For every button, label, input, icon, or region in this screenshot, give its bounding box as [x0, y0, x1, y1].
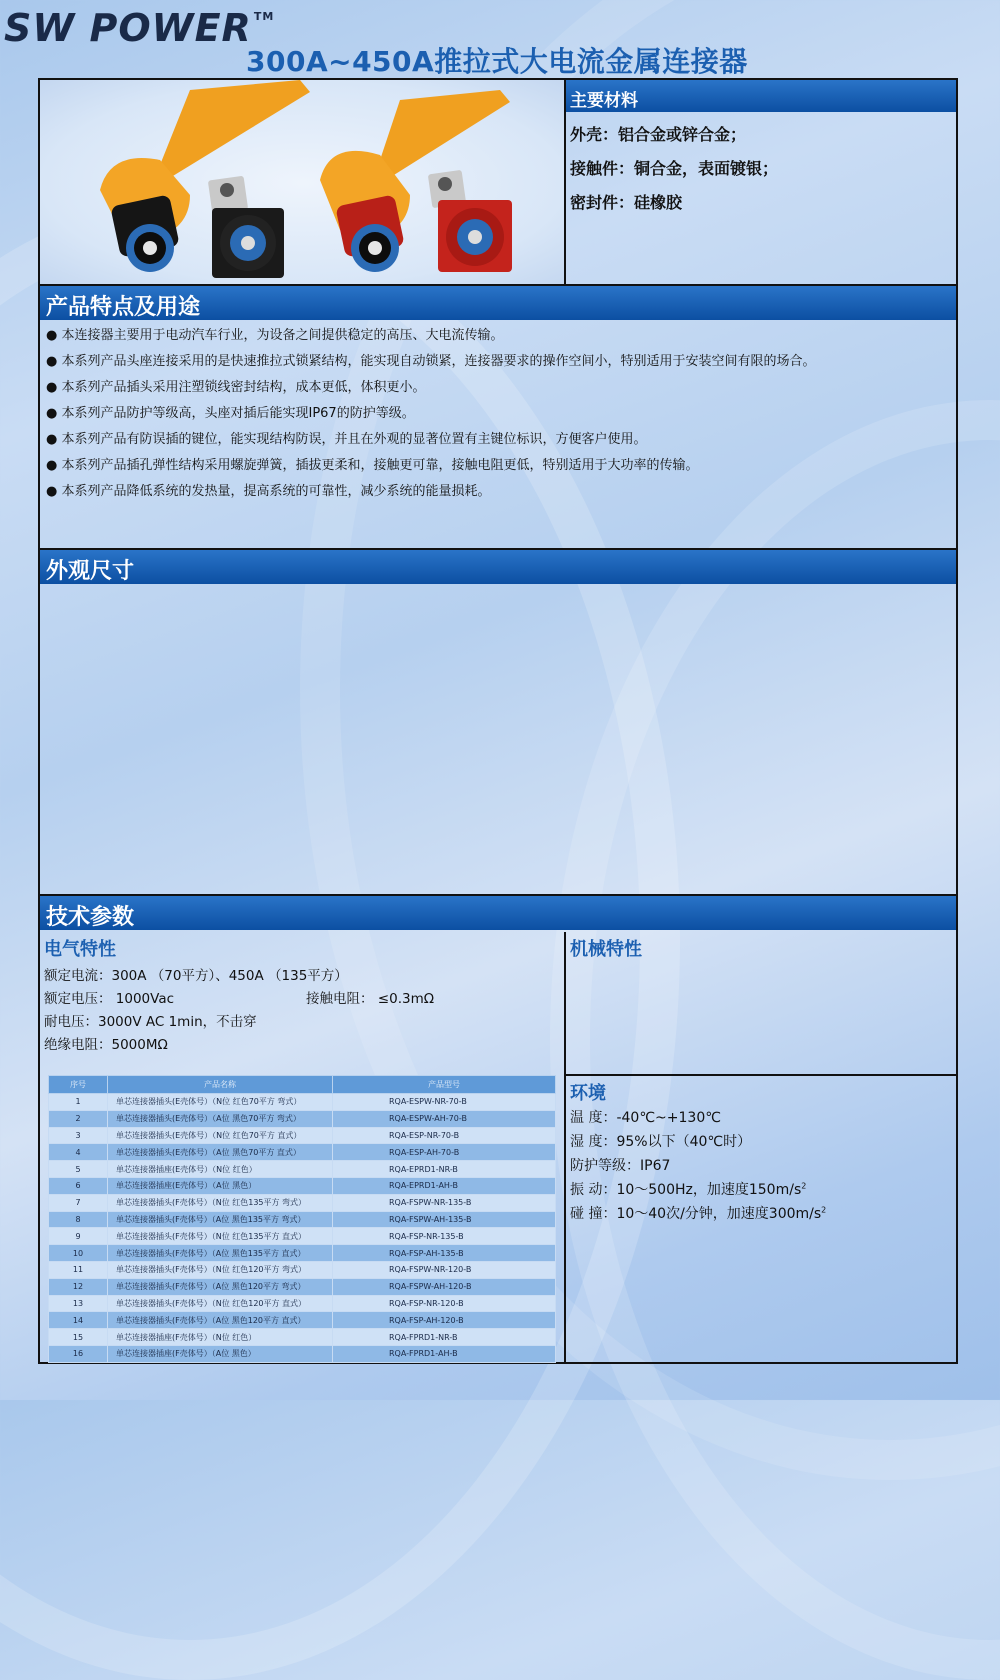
vibration-text: 振 动：10～500Hz，加速度150m/s — [570, 1182, 802, 1198]
rated-voltage: 额定电压： 1000Vac — [44, 991, 175, 1007]
environment-heading: 环境 — [570, 1083, 606, 1104]
row-number: 2 — [49, 1110, 108, 1127]
product-model: RQA-EPRD1-NR-B — [333, 1161, 556, 1178]
row-number: 13 — [49, 1295, 108, 1312]
product-name: 单芯连接器插头(E壳体号）（N位 红色70平方 弯式） — [108, 1094, 333, 1111]
withstand-voltage: 耐电压：3000V AC 1min，不击穿 — [44, 1014, 257, 1030]
list-item: ● 本系列产品防护等级高，头座对插后能实现IP67的防护等级。 — [46, 406, 415, 421]
insulation-resistance: 绝缘电阻：5000MΩ — [44, 1037, 168, 1053]
env-protection: 防护等级：IP67 — [570, 1158, 671, 1174]
vibration-exponent: 2 — [801, 1181, 807, 1191]
features-list — [46, 326, 816, 508]
product-model: RQA-FPRD1-NR-B — [333, 1329, 556, 1346]
row-number: 10 — [49, 1245, 108, 1262]
table-row — [49, 1194, 556, 1211]
product-name: 单芯连接器插头(F壳体号）（A位 黑色135平方 弯式） — [108, 1211, 333, 1228]
row-number: 1 — [49, 1094, 108, 1111]
table-row — [49, 1228, 556, 1245]
env-vibration — [570, 1179, 806, 1199]
product-model: RQA-FSP-AH-120-B — [333, 1312, 556, 1329]
table-header-row — [49, 1076, 556, 1094]
row-number: 16 — [49, 1345, 108, 1362]
product-model: RQA-ESP-NR-70-B — [333, 1127, 556, 1144]
product-name: 单芯连接器插头(F壳体号）（N位 红色135平方 直式） — [108, 1228, 333, 1245]
row-number: 8 — [49, 1211, 108, 1228]
feature-text: 本系列产品头座连接采用的是快速推拉式锁紧结构，能实现自动锁紧，连接器要求的操作空间小，特别适用于安装空间有限的场合。 — [61, 354, 816, 369]
product-table — [48, 1075, 556, 1363]
column-header: 产品名称 — [108, 1076, 333, 1094]
table-row — [49, 1211, 556, 1228]
feature-text: 本系列产品有防误插的键位，能实现结构防误，并且在外观的显著位置有主键位标识，方便客户使用。 — [61, 432, 647, 447]
mechanical-heading: 机械特性 — [570, 939, 642, 960]
shock-text: 碰 撞：10～40次/分钟，加速度300m/s — [570, 1206, 822, 1222]
table-row — [49, 1312, 556, 1329]
list-item: ● 本系列产品头座连接采用的是快速推拉式锁紧结构，能实现自动锁紧，连接器要求的操作空间小，特别适用于安装空间有限的场合。 — [46, 354, 816, 369]
spec-sheet-frame — [38, 78, 958, 1364]
table-row — [49, 1245, 556, 1262]
product-table-body — [49, 1094, 556, 1363]
material-contact: 接触件：铜合金，表面镀银； — [570, 159, 779, 178]
product-name: 单芯连接器插座(F壳体号）（N位 红色） — [108, 1329, 333, 1346]
table-row — [49, 1127, 556, 1144]
feature-text: 本系列产品防护等级高，头座对插后能实现IP67的防护等级。 — [61, 406, 415, 421]
features-header: 产品特点及用途 — [40, 286, 956, 320]
product-model: RQA-FPRD1-AH-B — [333, 1345, 556, 1362]
product-model: RQA-FSPW-NR-120-B — [333, 1261, 556, 1278]
product-model: RQA-ESP-AH-70-B — [333, 1144, 556, 1161]
feature-text: 本连接器主要用于电动汽车行业，为设备之间提供稳定的高压、大电流传输。 — [61, 328, 504, 343]
product-model: RQA-FSP-NR-120-B — [333, 1295, 556, 1312]
product-name: 单芯连接器插座(E壳体号）（A位 黑色） — [108, 1177, 333, 1194]
table-row — [49, 1177, 556, 1194]
feature-text: 本系列产品插孔弹性结构采用螺旋弹簧，插拔更柔和，接触更可靠，接触电阻更低，特别适用于大功率的传输。 — [61, 458, 699, 473]
material-shell: 外壳：铝合金或锌合金； — [570, 125, 747, 144]
row-number: 9 — [49, 1228, 108, 1245]
contact-resistance: 接触电阻： ≤0.3mΩ — [306, 991, 435, 1007]
brand-logo-text: SW POWER — [4, 6, 252, 50]
env-humidity: 湿 度：95%以下（40℃时） — [570, 1134, 752, 1150]
row-number: 15 — [49, 1329, 108, 1346]
product-name: 单芯连接器插头(F壳体号）（N位 红色120平方 直式） — [108, 1295, 333, 1312]
materials-header: 主要材料 — [566, 80, 956, 112]
material-seal: 密封件：硅橡胶 — [570, 193, 683, 212]
product-model: RQA-FSPW-NR-135-B — [333, 1194, 556, 1211]
dimensions-header: 外观尺寸 — [40, 550, 956, 584]
shock-exponent: 2 — [821, 1205, 827, 1215]
row-number: 7 — [49, 1194, 108, 1211]
rated-current: 额定电流：300A （70平方）、450A （135平方） — [44, 968, 348, 984]
column-header: 序号 — [49, 1076, 108, 1094]
product-name: 单芯连接器插头(F壳体号）（A位 黑色120平方 直式） — [108, 1312, 333, 1329]
table-row — [49, 1094, 556, 1111]
table-row — [49, 1295, 556, 1312]
env-shock — [570, 1203, 826, 1223]
table-row — [49, 1144, 556, 1161]
brand-logo — [4, 6, 274, 50]
product-name: 单芯连接器插头(F壳体号）（N位 红色135平方 弯式） — [108, 1194, 333, 1211]
divider — [564, 932, 566, 1364]
product-model: RQA-ESPW-NR-70-B — [333, 1094, 556, 1111]
product-name: 单芯连接器插头(E壳体号）（A位 黑色70平方 直式） — [108, 1144, 333, 1161]
product-photo — [40, 80, 566, 286]
product-model: RQA-ESPW-AH-70-B — [333, 1110, 556, 1127]
feature-text: 本系列产品降低系统的发热量，提高系统的可靠性，减少系统的能量损耗。 — [61, 484, 491, 499]
list-item: ● 本系列产品降低系统的发热量，提高系统的可靠性，减少系统的能量损耗。 — [46, 484, 491, 499]
product-name: 单芯连接器插头(F壳体号）（A位 黑色135平方 直式） — [108, 1245, 333, 1262]
column-header: 产品型号 — [333, 1076, 556, 1094]
product-model: RQA-FSP-NR-135-B — [333, 1228, 556, 1245]
table-row — [49, 1110, 556, 1127]
connector-illustration — [40, 80, 566, 286]
product-model: RQA-FSP-AH-135-B — [333, 1245, 556, 1262]
product-model: RQA-FSPW-AH-135-B — [333, 1211, 556, 1228]
list-item: ● 本系列产品有防误插的键位，能实现结构防误，并且在外观的显著位置有主键位标识，方便客户使用。 — [46, 432, 647, 447]
list-item: ● 本连接器主要用于电动汽车行业，为设备之间提供稳定的高压、大电流传输。 — [46, 328, 504, 343]
product-name: 单芯连接器插座(F壳体号）（A位 黑色） — [108, 1345, 333, 1362]
row-number: 4 — [49, 1144, 108, 1161]
list-item: ● 本系列产品插头采用注塑锁线密封结构，成本更低，体积更小。 — [46, 380, 426, 395]
table-row — [49, 1329, 556, 1346]
divider — [566, 1074, 956, 1076]
row-number: 12 — [49, 1278, 108, 1295]
electrical-heading: 电气特性 — [44, 939, 116, 960]
table-row — [49, 1161, 556, 1178]
list-item: ● 本系列产品插孔弹性结构采用螺旋弹簧，插拔更柔和，接触更可靠，接触电阻更低，特别适用于大功率的传输。 — [46, 458, 699, 473]
table-row — [49, 1261, 556, 1278]
tech-header: 技术参数 — [40, 896, 956, 930]
row-number: 14 — [49, 1312, 108, 1329]
table-row — [49, 1345, 556, 1362]
product-name: 单芯连接器插座(E壳体号）（N位 红色） — [108, 1161, 333, 1178]
row-number: 3 — [49, 1127, 108, 1144]
page-title: 300A~450A推拉式大电流金属连接器 — [246, 45, 748, 78]
feature-text: 本系列产品插头采用注塑锁线密封结构，成本更低，体积更小。 — [61, 380, 426, 395]
product-name: 单芯连接器插头(F壳体号）（N位 红色120平方 弯式） — [108, 1261, 333, 1278]
product-name: 单芯连接器插头(E壳体号）（A位 黑色70平方 弯式） — [108, 1110, 333, 1127]
trademark-mark: TM — [253, 10, 275, 23]
product-model: RQA-EPRD1-AH-B — [333, 1177, 556, 1194]
env-temperature: 温 度：-40℃~+130℃ — [570, 1110, 721, 1126]
row-number: 11 — [49, 1261, 108, 1278]
product-model: RQA-FSPW-AH-120-B — [333, 1278, 556, 1295]
product-name: 单芯连接器插头(E壳体号）（N位 红色70平方 直式） — [108, 1127, 333, 1144]
product-name: 单芯连接器插头(F壳体号）（A位 黑色120平方 弯式） — [108, 1278, 333, 1295]
table-row — [49, 1278, 556, 1295]
row-number: 5 — [49, 1161, 108, 1178]
row-number: 6 — [49, 1177, 108, 1194]
